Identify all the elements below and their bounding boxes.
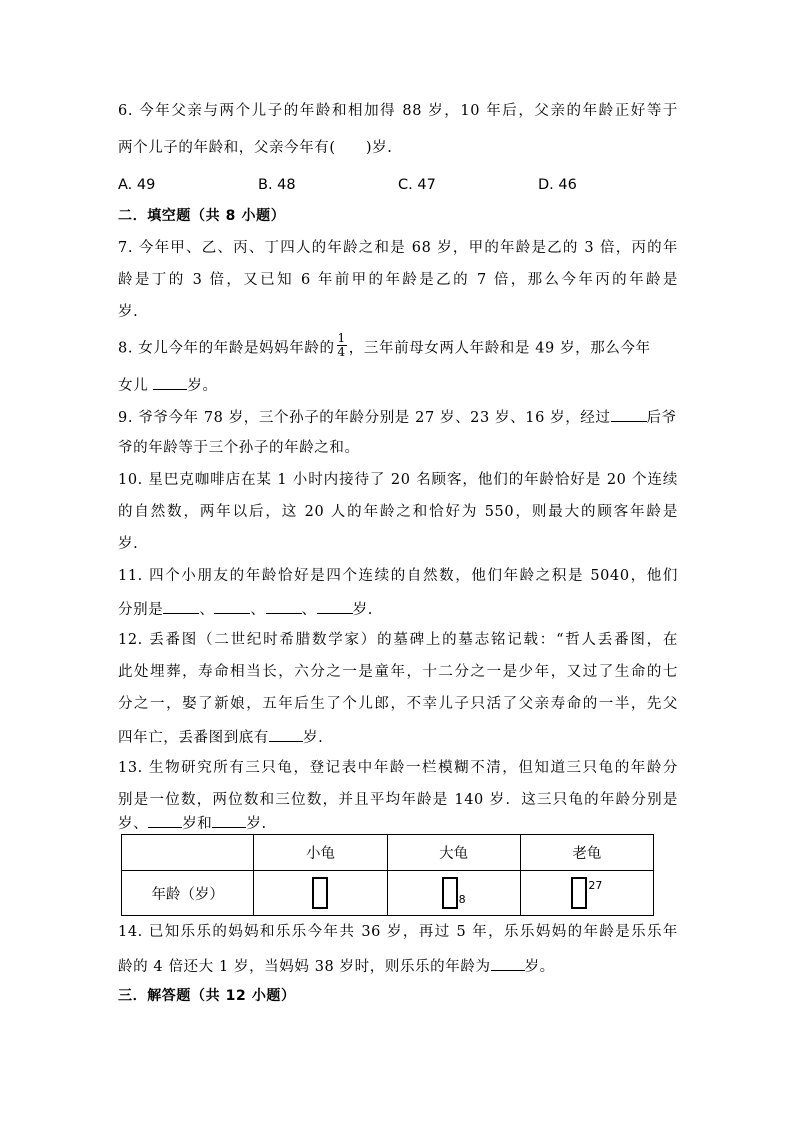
answer-blank[interactable] <box>153 374 187 390</box>
question-9-line-2: 爷的年龄等于三个孙子的年龄之和。 <box>118 440 360 456</box>
question-14-line-1: 14. 已知乐乐的妈妈和乐乐今年共 36 岁，再过 5 年，乐乐妈妈的年龄是乐乐年 <box>118 924 678 940</box>
question-8-text-d: 岁。 <box>187 378 218 394</box>
question-11-line-1: 11. 四个小朋友的年龄恰好是四个连续的自然数，他们年龄之积是 5040，他们 <box>118 568 678 584</box>
question-8-line-2 <box>118 374 678 396</box>
question-10-line-1: 10. 星巴克咖啡店在某 1 小时内接待了 20 名顾客，他们的年龄恰好是 20 个连续 <box>118 472 678 488</box>
question-6-line-1: 6. 今年父亲与两个儿子的年龄和相加得 88 岁，10 年后，父亲的年龄正好等于 <box>118 103 678 119</box>
question-10-line-2: 的自然数，两年以后，这 20 人的年龄之和恰好为 550，则最大的顾客年龄是 <box>118 504 678 520</box>
table-header-small-turtle: 小龟 <box>254 835 387 871</box>
answer-blank[interactable] <box>163 598 199 614</box>
question-7-line-3: 岁. <box>118 304 139 320</box>
question-8-line-1 <box>118 331 678 362</box>
question-9-line-1 <box>118 406 678 428</box>
answer-blank[interactable] <box>269 726 303 742</box>
section-2-heading: 二．填空题（共 8 小题） <box>118 208 286 224</box>
table-header-empty <box>122 835 254 871</box>
fraction-denominator: 4 <box>337 345 346 359</box>
question-12-line-3: 分之一，娶了新娘，五年后生了个儿郎，不幸儿子只活了父亲寿命的一半，先父 <box>118 696 678 712</box>
question-13-text-b: 岁和 <box>182 816 213 832</box>
answer-blank[interactable] <box>148 812 182 828</box>
separator: 、 <box>301 602 317 618</box>
answer-blank[interactable] <box>611 406 647 422</box>
question-14-line-2 <box>118 955 678 977</box>
fraction-numerator: 1 <box>337 331 346 345</box>
option-a: A. 49 <box>118 177 156 193</box>
question-14-text-a: 龄的 4 倍还大 1 岁，当妈妈 38 岁时，则乐乐的年龄为 <box>118 959 491 975</box>
digit-box[interactable] <box>571 877 587 909</box>
option-b: B. 48 <box>258 177 296 193</box>
turtle-age-table <box>121 834 654 916</box>
question-14-text-b: 岁。 <box>524 959 555 975</box>
question-9-text-a: 9. 爷爷今年 78 岁，三个孙子的年龄分别是 27 岁、23 岁、16 岁，经过 <box>118 410 611 426</box>
fraction-one-quarter <box>337 332 347 359</box>
question-11-line-2 <box>118 598 678 620</box>
table-header-row <box>122 835 654 871</box>
question-8-text-a: 8. 女儿今年的年龄是妈妈年龄的 <box>118 340 335 357</box>
question-11-text-b: 岁. <box>352 602 373 618</box>
separator: 、 <box>250 602 266 618</box>
table-header-old-turtle: 老龟 <box>520 835 653 871</box>
question-12-line-1: 12. 丢番图（二世纪时希腊数学家）的墓碑上的墓志铭记载：“哲人丢番图，在 <box>118 632 678 648</box>
question-13-line-3 <box>118 812 678 834</box>
question-11-text-a: 分别是 <box>118 602 164 618</box>
known-digit: 8 <box>458 893 466 906</box>
table-row <box>122 871 654 916</box>
question-13-line-2: 别是一位数，两位数和三位数，并且平均年龄是 140 岁．这三只龟的年龄分别是 <box>118 792 678 808</box>
small-turtle-age-cell <box>254 871 387 916</box>
question-8-text-b: ，三年前母女两人年龄和是 49 岁，那么今年 <box>348 340 651 357</box>
old-turtle-age-cell <box>520 871 653 916</box>
question-12-line-4 <box>118 726 678 748</box>
answer-blank[interactable] <box>266 598 302 614</box>
option-d: D. 46 <box>538 177 577 193</box>
question-13-text-a: 岁、 <box>118 816 149 832</box>
question-10-line-3: 岁. <box>118 536 139 552</box>
answer-blank[interactable] <box>491 955 525 971</box>
question-12-text-a: 四年亡，丢番图到底有 <box>118 730 269 746</box>
table-row-label: 年龄（岁） <box>122 871 254 916</box>
question-13-line-1: 13. 生物研究所有三只龟，登记表中年龄一栏模糊不清，但知道三只龟的年龄分 <box>118 760 678 776</box>
answer-blank[interactable] <box>212 812 246 828</box>
question-13-text-c: 岁. <box>246 816 267 832</box>
big-turtle-age-cell <box>387 871 520 916</box>
digit-box[interactable] <box>312 877 328 909</box>
question-7-line-2: 龄是丁的 3 倍，又已知 6 年前甲的年龄是乙的 7 倍，那么今年丙的年龄是 <box>118 272 678 288</box>
question-7-line-1: 7. 今年甲、乙、丙、丁四人的年龄之和是 68 岁，甲的年龄是乙的 3 倍，丙的年 <box>118 240 678 256</box>
section-3-heading: 三．解答题（共 12 小题） <box>118 988 296 1004</box>
question-12-line-2: 此处埋葬，寿命相当长，六分之一是童年，十二分之一是少年，又过了生命的七 <box>118 664 678 680</box>
answer-blank[interactable] <box>214 598 250 614</box>
digit-box[interactable] <box>442 877 458 909</box>
question-6-line-2: 两个儿子的年龄和，父亲今年有( )岁. <box>118 140 393 156</box>
answer-blank[interactable] <box>317 598 353 614</box>
separator: 、 <box>199 602 215 618</box>
table-header-big-turtle: 大龟 <box>387 835 520 871</box>
question-9-text-b: 后爷 <box>646 410 677 426</box>
question-12-text-b: 岁. <box>303 730 324 746</box>
known-digits: 27 <box>588 879 603 892</box>
question-8-text-c: 女儿 <box>118 378 154 394</box>
option-c: C. 47 <box>398 177 436 193</box>
